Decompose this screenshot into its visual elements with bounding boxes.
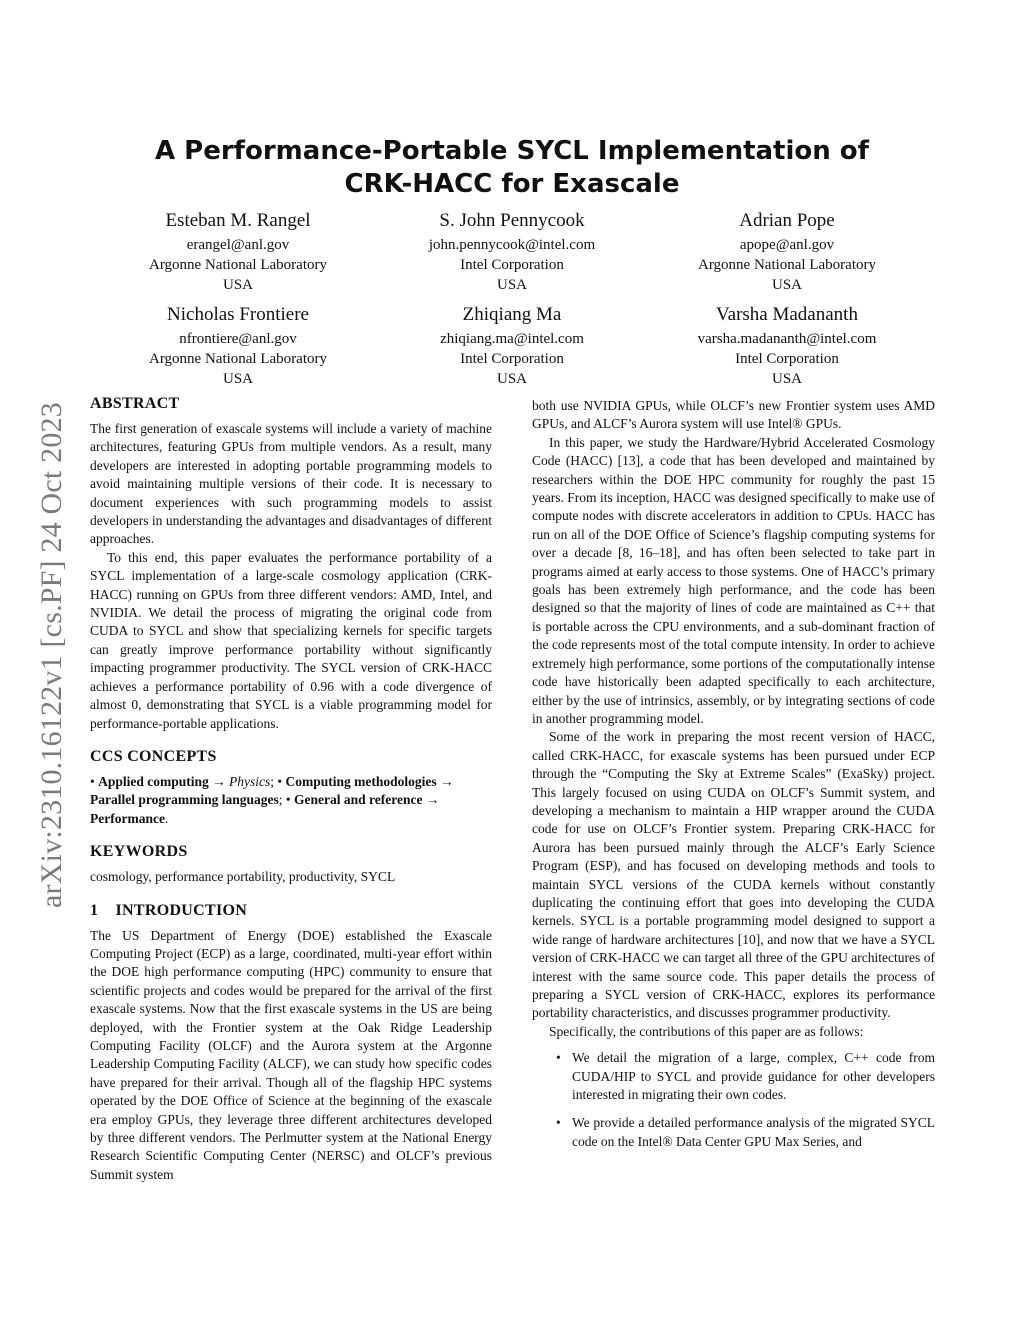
- ccs-separator: ;: [278, 792, 283, 808]
- author-country: USA: [222, 277, 253, 293]
- author-block: [637, 209, 937, 295]
- arxiv-id: arXiv:2310.16122v1 [cs.PF] 24 Oct 2023: [35, 402, 68, 908]
- bullet-icon: •: [556, 1050, 561, 1066]
- author-email: nfrontiere@anl.gov: [179, 331, 297, 347]
- ccs-subconcept: Parallel programming languages: [90, 792, 279, 808]
- ccs-bullet: •: [285, 792, 291, 808]
- author-country: USA: [771, 277, 802, 293]
- contributions-list: [532, 1049, 935, 1151]
- ccs-heading: CCS CONCEPTS: [90, 747, 217, 765]
- introduction-paragraph-3: Some of the work in preparing the most recent version of HACC, called CRK-HACC, for exascale systems has been pursued under ECP through the “Computing the Sky at Extreme Scales” (ExaSky) project. This largely focused on using CUDA on OLCF’s Summit system, and developing a mechanism to maintain a HIP wrapper around the CUDA code for use on OLCF’s Frontier system. Preparing CRK-HACC for Aurora has been pursued mainly through the ALCF’s Early Science Program (ESP), and has focused on developing methods and tools to maintain SYCL versions of the CUDA kernels without constantly duplicating the continuing effort that goes into developing the CUDA kernels. SYCL is a portable programming model designed to support a wide range of hardware architectures [10], and now that we have a SYCL version of CRK-HACC we can target all three of the GPU architectures of interest with the same source code. This paper details the process of preparing a SYCL version of CRK-HACC, explores its performance portability characteristics, and discusses programmer productivity.: [532, 729, 935, 1021]
- title-line-2: CRK-HACC for Exascale: [344, 169, 680, 199]
- abstract-heading: ABSTRACT: [90, 395, 180, 412]
- author-org: Argonne National Laboratory: [148, 257, 327, 273]
- author-org: Intel Corporation: [735, 351, 839, 367]
- ccs-bullet: •: [277, 773, 283, 789]
- keywords-heading: KEYWORDS: [90, 843, 188, 861]
- right-column: [532, 397, 935, 1161]
- arrow-icon: →: [425, 792, 440, 808]
- arxiv-stamp: [28, 365, 76, 945]
- author-block: [637, 303, 937, 389]
- author-block: [362, 209, 662, 295]
- paper-title: [90, 135, 934, 201]
- ccs-concept: Computing methodologies: [285, 773, 437, 789]
- abstract-paragraph-1: The first generation of exascale systems will include a variety of machine architectures, featuring GPUs from multiple vendors. As a result, many developers are interested in adopting portable programming models to avoid maintaining multiple versions of their code. It is necessary to document experiences with such programming models to assist developers in understanding the advantages and disadvantages of different approaches.: [90, 421, 492, 547]
- introduction-paragraph-1-continued: both use NVIDIA GPUs, while OLCF’s new Frontier system uses AMD GPUs, and ALCF’s Aurora system will use Intel® GPUs.: [532, 398, 935, 432]
- author-country: USA: [222, 371, 253, 387]
- ccs-bullet: •: [90, 773, 95, 789]
- left-column: [90, 394, 492, 1184]
- author-block: [88, 303, 388, 389]
- author-org: Intel Corporation: [460, 351, 564, 367]
- author-email: john.pennycook@intel.com: [428, 237, 596, 253]
- introduction-heading: 1 INTRODUCTION: [90, 901, 248, 919]
- author-email: zhiqiang.ma@intel.com: [440, 331, 584, 347]
- list-item: [532, 1114, 935, 1151]
- author-country: USA: [496, 277, 527, 293]
- bullet-icon: •: [556, 1115, 561, 1131]
- author-org: Intel Corporation: [460, 257, 564, 273]
- introduction-paragraph-4: Specifically, the contributions of this paper are as follows:: [549, 1023, 864, 1039]
- introduction-paragraph-1: The US Department of Energy (DOE) established the Exascale Computing Project (ECP) as a large, coordinated, multi-year effort within the DOE high performance computing (HPC) community to ensure that scientific projects and codes would be prepared for the arrival of the first exascale systems. Now that the first exascale systems in the US are being deployed, with the Frontier system at the Oak Ridge Leadership Computing Facility (OLCF) and the Aurora system at the Argonne Leadership Computing Facility (ALCF), we can study how specific codes have prepared for their arrival. Though all of the flagship HPC systems operated by the DOE Office of Science at the beginning of the exascale era employ GPUs, they leverage three different architectures developed by three different vendors. The Perlmutter system at the National Energy Research Scientific Computing Center (NERSC) and OLCF’s previous Summit system: [90, 927, 492, 1182]
- author-country: USA: [771, 371, 802, 387]
- author-email: varsha.madananth@intel.com: [697, 331, 877, 347]
- author-email: erangel@anl.gov: [186, 237, 290, 253]
- author-name: Varsha Madananth: [716, 304, 858, 325]
- ccs-subconcept: Physics: [229, 773, 271, 789]
- author-email: apope@anl.gov: [739, 237, 835, 253]
- author-name: S. John Pennycook: [439, 210, 585, 231]
- list-item-text: We provide a detailed performance analysis of the migrated SYCL code on the Intel® Data Center GPU Max Series, and: [572, 1115, 935, 1149]
- author-org: Argonne National Laboratory: [148, 351, 327, 367]
- ccs-period: .: [164, 810, 169, 826]
- list-item-text: We detail the migration of a large, complex, C++ code from CUDA/HIP to SYCL and provide guidance for other developers interested in migrating their own codes.: [572, 1050, 935, 1103]
- arrow-icon: →: [440, 773, 454, 789]
- arrow-icon: →: [212, 773, 226, 789]
- ccs-concepts: [90, 773, 492, 828]
- ccs-concept: Applied computing: [98, 773, 209, 789]
- author-org: Argonne National Laboratory: [697, 257, 876, 273]
- ccs-separator: ;: [270, 773, 275, 789]
- introduction-paragraph-2: In this paper, we study the Hardware/Hybrid Accelerated Cosmology Code (HACC) [13], a code that has been developed and maintained by researchers within the DOE HPC community for roughly the past 15 years. From its inception, HACC was designed specifically to make use of compute nodes with discrete accelerators in addition to CPUs. HACC has run on all of the DOE Office of Science’s flagship computing systems for over a decade [8, 16–18], and has often been selected to take part in programs aimed at early access to those systems. One of HACC’s primary goals has been extremely high performance, and the code has been designed so that the majority of lines of code are maintained as C++ that is portable across the CPU environments, and a sub-dominant fraction of the code represents most of the total compute intensity. In order to achieve extremely high performance, some portions of the computationally intense code have historically been adapted specifically to each architecture, either by the use of intrinsics, assembly, or by integrating sections of code in another programming model.: [532, 434, 936, 726]
- keywords-text: cosmology, performance portability, productivity, SYCL: [90, 869, 396, 885]
- author-name: Adrian Pope: [739, 210, 835, 231]
- ccs-subconcept: Performance: [90, 810, 165, 826]
- author-name: Nicholas Frontiere: [167, 304, 309, 325]
- author-country: USA: [496, 371, 527, 387]
- author-block: [88, 209, 388, 295]
- author-block: [362, 303, 662, 389]
- author-name: Zhiqiang Ma: [462, 304, 562, 325]
- title-line-1: A Performance-Portable SYCL Implementation of: [155, 136, 869, 166]
- author-name: Esteban M. Rangel: [165, 210, 311, 231]
- ccs-concept: General and reference: [294, 792, 423, 808]
- list-item: [532, 1049, 935, 1104]
- abstract-paragraph-2: To this end, this paper evaluates the performance portability of a SYCL implementation of a large-scale cosmology application (CRK-HACC) running on GPUs from three different vendors: AMD, Intel, and NVIDIA. We detail the process of migrating the original code from CUDA to SYCL and show that specializing kernels for specific targets can greatly improve performance portability without significantly impacting programmer productivity. The SYCL version of CRK-HACC achieves a performance portability of 0.96 with a code divergence of almost 0, demonstrating that SYCL is a viable programming model for performance-portable applications.: [90, 549, 492, 731]
